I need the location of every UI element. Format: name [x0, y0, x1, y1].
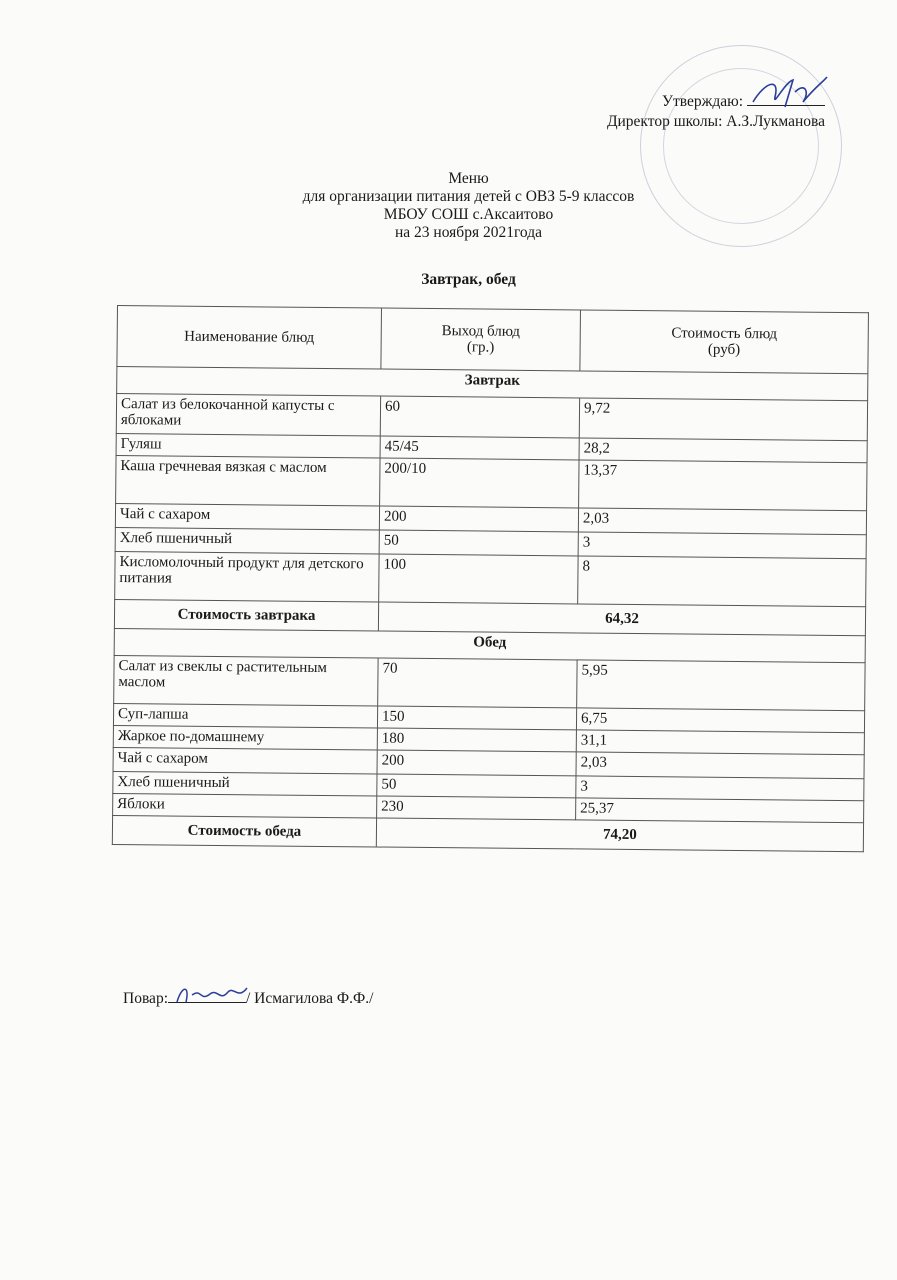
- header-dish-name: Наименование блюд: [117, 306, 382, 370]
- dish-name: Чай с сахаром: [113, 747, 377, 774]
- dish-name: Каша гречневая вязкая с маслом: [116, 455, 380, 506]
- dish-cost: 2,03: [576, 752, 864, 779]
- dish-cost: 8: [578, 556, 866, 607]
- dish-cost: 25,37: [576, 798, 864, 823]
- signature-line: [747, 105, 825, 106]
- cook-signature-line: [123, 990, 373, 1008]
- document-title: [40, 170, 897, 242]
- dish-yield: 45/45: [380, 436, 579, 460]
- dish-yield: 70: [378, 658, 577, 708]
- dish-yield: 50: [377, 774, 576, 798]
- menu-table: [112, 305, 869, 852]
- dish-cost: 28,2: [579, 438, 867, 463]
- header-cost: Стоимость блюд (руб): [580, 310, 869, 374]
- approval-label: Утверждаю:: [662, 93, 743, 110]
- table-header-row: [117, 306, 869, 374]
- table-row: [116, 455, 867, 510]
- meal-subtitle: Завтрак, обед: [421, 271, 516, 288]
- dish-yield: 230: [377, 796, 576, 820]
- dish-yield: 60: [380, 396, 579, 438]
- dish-yield: 200: [377, 750, 576, 776]
- total-label: Стоимость обеда: [112, 815, 376, 847]
- total-row-lunch: [112, 815, 863, 851]
- dish-yield: 150: [377, 706, 576, 730]
- dish-name: Чай с сахаром: [115, 503, 379, 530]
- dish-name: Салат из свеклы с растительным маслом: [114, 655, 378, 706]
- director-name: Директор школы: А.З.Лукманова: [606, 113, 825, 130]
- dish-name: Хлеб пшеничный: [113, 771, 377, 796]
- dish-name: Кисломолочный продукт для детского питания: [115, 551, 379, 602]
- section-label: Обед: [114, 628, 865, 662]
- header-yield: Выход блюд (гр.): [381, 308, 581, 371]
- dish-yield: 200: [379, 506, 578, 532]
- cook-signature: [168, 1002, 246, 1003]
- dish-cost: 31,1: [576, 730, 864, 755]
- dish-name: Гуляш: [116, 433, 380, 458]
- dish-name: Хлеб пшеничный: [115, 527, 379, 554]
- dish-cost: 13,37: [579, 460, 867, 511]
- table-row: [114, 655, 865, 710]
- dish-name: Салат из белокочанной капусты с яблоками: [116, 394, 380, 437]
- dish-cost: 9,72: [579, 398, 867, 441]
- dish-cost: 3: [578, 532, 866, 559]
- dish-name: Жаркое по-домашнему: [113, 725, 377, 750]
- title-line: Меню: [448, 170, 489, 187]
- dish-yield: 180: [377, 728, 576, 752]
- section-label: Завтрак: [117, 367, 868, 401]
- dish-name: Яблоки: [113, 793, 377, 818]
- dish-cost: 3: [576, 776, 864, 801]
- dish-name: Суп-лапша: [113, 703, 377, 728]
- cook-name: / Исмагилова Ф.Ф./: [246, 990, 374, 1007]
- dish-cost: 6,75: [576, 708, 864, 733]
- total-label: Стоимость завтрака: [114, 599, 378, 631]
- cook-label: Повар:: [123, 990, 168, 1007]
- table-row: [115, 551, 866, 606]
- approval-block: [607, 92, 825, 132]
- dish-yield: 50: [379, 530, 578, 556]
- total-value: 64,32: [378, 602, 865, 636]
- title-line: МБОУ СОШ с.Аксаитово: [383, 206, 554, 223]
- dish-yield: 100: [379, 554, 578, 604]
- dish-cost: 2,03: [578, 508, 866, 535]
- title-line: для организации питания детей с ОВЗ 5-9 классов: [302, 188, 635, 205]
- total-value: 74,20: [376, 818, 863, 852]
- title-line: на 23 ноября 2021года: [395, 224, 542, 241]
- dish-cost: 5,95: [577, 660, 865, 711]
- dish-yield: 200/10: [380, 458, 579, 508]
